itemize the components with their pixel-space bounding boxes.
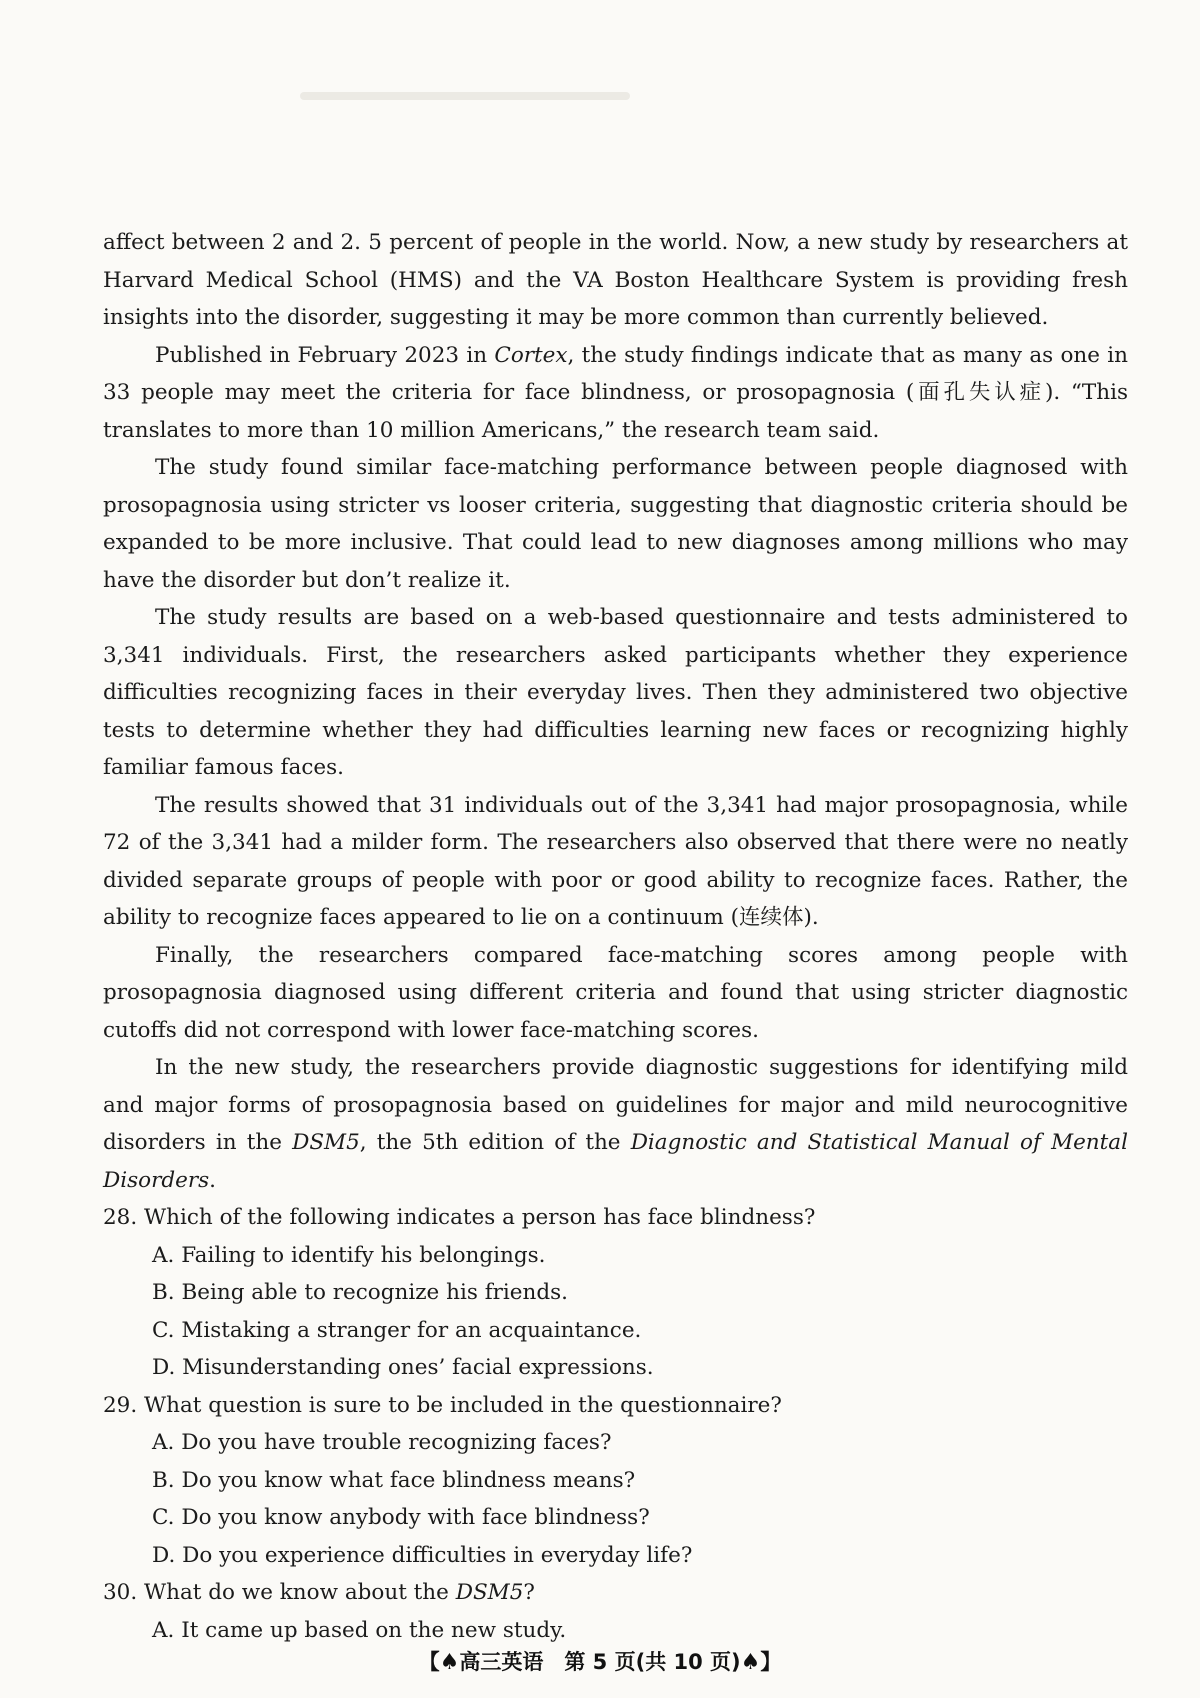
dsm5-term: DSM5 bbox=[292, 1130, 360, 1155]
spade-icon: ♠ bbox=[740, 1650, 761, 1675]
paragraph-2-text-a: Published in February 2023 in bbox=[155, 342, 495, 368]
question-28-option-d: D. Misunderstanding ones’ facial expressions. bbox=[152, 1355, 654, 1380]
journal-name: Cortex bbox=[494, 342, 568, 368]
question-28-option-a: A. Failing to identify his belongings. bbox=[152, 1242, 546, 1268]
question-29-option-d: D. Do you experience difficulties in everyday life? bbox=[152, 1542, 693, 1568]
paragraph-7 bbox=[103, 1049, 1128, 1199]
question-28-option-c: C. Mistaking a stranger for an acquaintance. bbox=[152, 1317, 642, 1343]
page-footer bbox=[0, 1646, 1200, 1676]
paragraph-7-text-b: , the 5th edition of the bbox=[359, 1130, 631, 1155]
question-30-option-a: A. It came up based on the new study. bbox=[152, 1617, 567, 1643]
paragraph-6: Finally, the researchers compared face-matching scores among people with prosopagnosia diagnosed using different criteria and found that using stricter diagnostic cutoffs did not correspond with lower face-matching scores. bbox=[103, 942, 1128, 1043]
paragraph-7-text-a: In the new study, the researchers provide diagnostic suggestions for identifying mild and major forms of prosopagnosia based on guidelines for major and mild neurocognitive disorders in the bbox=[103, 1055, 1128, 1155]
question-30-stem-text-b: ? bbox=[523, 1580, 535, 1605]
question-30-stem-text-a: 30. What do we know about the bbox=[103, 1580, 456, 1605]
question-30-dsm5-term: DSM5 bbox=[455, 1580, 524, 1605]
paragraph-3: The study found similar face-matching performance between people diagnosed with prosopagnosia using stricter vs looser criteria, suggesting that diagnostic criteria should be expanded to be more inclusive. That could lead to new diagnoses among millions who may have the disorder but don’t realize it. bbox=[103, 455, 1128, 593]
scan-smudge bbox=[300, 92, 630, 100]
passage-and-questions bbox=[103, 224, 1128, 1649]
footer-label: 高三英语 第 5 页(共 10 页) bbox=[459, 1650, 741, 1674]
manual-title: Diagnostic and Statistical Manual of Mental Disorders bbox=[103, 1130, 1128, 1193]
question-29-stem: 29. What question is sure to be included in the questionnaire? bbox=[103, 1392, 782, 1418]
footer-bracket-open: 【 bbox=[418, 1650, 440, 1674]
paragraph-7-text-c: . bbox=[209, 1167, 217, 1193]
paragraph-2 bbox=[103, 337, 1128, 450]
paragraph-5: The results showed that 31 individuals out of the 3,341 had major prosopagnosia, while 72 of the 3,341 had a milder form. The researchers also observed that there were no neatly divided separate groups of people with poor or good ability to recognize faces. Rather, the ability to recognize faces appeared to lie on a continuum (连续体). bbox=[103, 792, 1128, 930]
question-28-stem: 28. Which of the following indicates a person has face blindness? bbox=[103, 1205, 816, 1230]
paragraph-1: affect between 2 and 2. 5 percent of people in the world. Now, a new study by researchers at Harvard Medical School (HMS) and the VA Boston Healthcare System is providing fresh insights into the disorder, suggesting it may be more common than currently believed. bbox=[103, 230, 1128, 330]
question-29-option-b: B. Do you know what face blindness means? bbox=[152, 1467, 636, 1493]
question-30-stem bbox=[103, 1574, 1128, 1612]
paragraph-2-text-b: , the study findings indicate that as many as one in 33 people may meet the criteria for face blindness, or prosopagnosia (面孔失认症). “This translates to more than 10 million Americans,” the research team said. bbox=[103, 342, 1128, 443]
spade-icon: ♠ bbox=[439, 1650, 460, 1675]
question-28-option-b: B. Being able to recognize his friends. bbox=[152, 1280, 569, 1305]
question-29-option-a: A. Do you have trouble recognizing faces? bbox=[152, 1430, 612, 1455]
footer-bracket-close: 】 bbox=[760, 1650, 782, 1674]
paragraph-4: The study results are based on a web-based questionnaire and tests administered to 3,341 individuals. First, the researchers asked participants whether they experience difficulties recognizing faces in their everyday lives. Then they administered two objective tests to determine whether they had difficulties learning new faces or recognizing highly familiar famous faces. bbox=[103, 605, 1128, 780]
question-29-option-c: C. Do you know anybody with face blindness? bbox=[152, 1505, 650, 1530]
